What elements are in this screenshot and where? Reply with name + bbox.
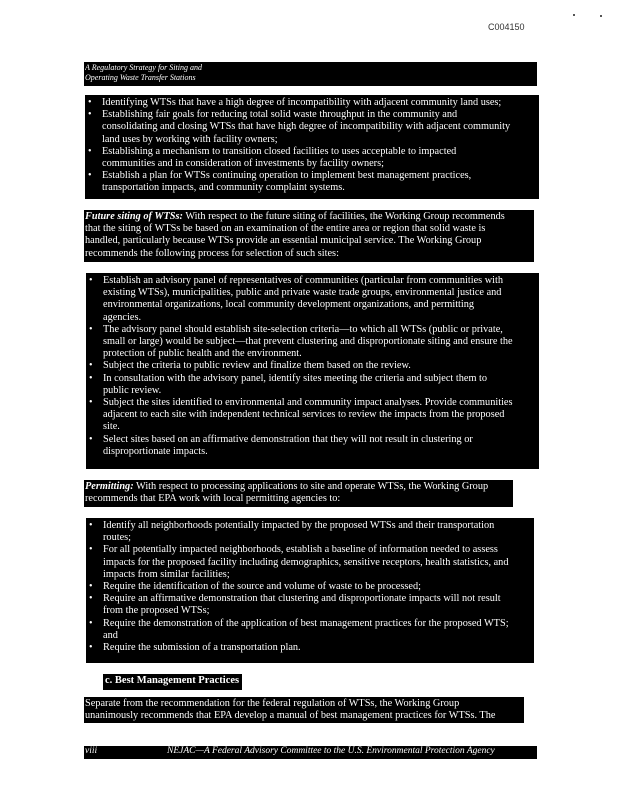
paragraph-line: that the siting of WTSs be based on an examination of the entire area or region that solid waste is: [85, 223, 486, 235]
site-selection-process-list: [86, 273, 539, 469]
future-siting-paragraph: [84, 210, 534, 262]
paragraph-line: [85, 211, 534, 222]
list-item-line: routes;: [103, 532, 132, 544]
existing-wts-recommendations-list: [85, 95, 539, 199]
list-item-line: Require the submission of a transportation plan.: [103, 642, 301, 653]
paragraph-lead-in: Permitting:: [85, 481, 134, 492]
list-item-line: and: [103, 629, 118, 641]
list-item-line: environmental organizations, local community development organizations, and permitting: [103, 299, 475, 311]
list-item-line: Require an affirmative demonstration that clustering and disproportionate impacts will not result: [103, 593, 501, 605]
paragraph-text: With respect to the future siting of facilities, the Working Group recommends: [182, 211, 505, 222]
paragraph-line: handled, particularly because WTSs provide an essential municipal service. The Working Group: [85, 235, 482, 247]
list-item-line: Establish an advisory panel of representatives of communities (particular from communities with: [103, 275, 504, 286]
bullet-marker: •: [89, 617, 93, 629]
list-item-line: Establish a plan for WTSs continuing operation to implement best management practices,: [102, 170, 472, 182]
permitting-paragraph: [84, 480, 513, 507]
paragraph-line: recommends the following process for selection of such sites:: [85, 247, 339, 259]
list-item-line: Identifying WTSs that have a high degree of incompatibility with adjacent community land uses;: [102, 97, 502, 108]
bullet-marker: •: [89, 581, 93, 592]
list-item-line: Establishing fair goals for reducing total solid waste throughput in the community and: [102, 109, 458, 121]
scan-speck: [573, 14, 575, 16]
list-item-line: existing WTSs), municipalities, public and private waste trade groups, environmental justice and: [103, 287, 502, 299]
list-item-line: consolidating and closing WTSs that have high degree of incompatibility with adjacent community: [102, 121, 511, 133]
list-item-line: site.: [103, 421, 120, 433]
section-heading-text: c. Best Management Practices: [105, 675, 240, 686]
list-item-line: impacts for the proposed facility including demographics, sensitive receptors, health statistics, and: [103, 556, 509, 568]
list-item-line: communities and in consideration of investments by facility owners;: [102, 158, 384, 169]
list-item-line: Require the identification of the source and volume of waste to be processed;: [103, 581, 421, 592]
bullet-marker: •: [89, 520, 93, 531]
bullet-marker: •: [89, 275, 93, 286]
list-item-line: Subject the sites identified to environmental and community impact analyses. Provide communities: [103, 397, 513, 408]
footer-title: NEJAC—A Federal Advisory Committee to the U.S. Environmental Protection Agency: [167, 746, 495, 756]
document-id: C004150: [488, 22, 525, 32]
bullet-marker: •: [89, 642, 93, 653]
list-item-line: adjacent to each site with independent technical services to review the impacts from the proposed: [103, 409, 505, 421]
list-item-line: In consultation with the advisory panel, identify sites meeting the criteria and subject them to: [103, 372, 488, 384]
page-footer: [84, 746, 537, 759]
list-item-line: Select sites based on an affirmative demonstration that they will not result in clustering or: [103, 433, 473, 445]
list-item-line: transportation impacts, and community complaint systems.: [102, 182, 345, 194]
bullet-marker: •: [89, 544, 93, 556]
paragraph-line: recommends that EPA work with local permitting agencies to:: [85, 493, 341, 505]
paragraph-text: With respect to processing applications to site and operate WTSs, the Working Group: [133, 481, 489, 492]
list-item-line: agencies.: [103, 311, 142, 323]
bullet-marker: •: [89, 372, 93, 384]
section-heading: [103, 674, 242, 690]
bullet-marker: •: [88, 97, 92, 108]
paragraph-lead-in: Future siting of WTSs:: [85, 211, 183, 222]
list-item-line: small or large) would be subject—that prevent clustering and disproportionate siting and ensure the: [103, 336, 513, 347]
list-item-line: impacts from similar facilities;: [103, 568, 230, 580]
bullet-marker: •: [89, 360, 93, 372]
permitting-requirements-list: [86, 518, 534, 663]
paragraph-line: Separate from the recommendation for the federal regulation of WTSs, the Working Group: [85, 698, 460, 709]
list-item-line: land uses by working with facility owners;: [102, 133, 278, 145]
page-number: viii: [85, 746, 98, 756]
paragraph-line: unanimously recommends that EPA develop a manual of best management practices for WTSs. The: [85, 710, 496, 722]
bullet-marker: •: [89, 593, 93, 605]
list-item-line: Require the demonstration of the application of best management practices for the proposed WTS;: [103, 617, 509, 629]
running-header-line: Operating Waste Transfer Stations: [85, 73, 196, 82]
paragraph-line: [85, 481, 513, 492]
list-item-line: The advisory panel should establish site-selection criteria—to which all WTSs (public or private,: [103, 323, 503, 335]
list-item-line: Establishing a mechanism to transition closed facilities to uses acceptable to impacted: [102, 145, 457, 157]
bullet-marker: •: [88, 170, 92, 182]
bullet-marker: •: [89, 323, 93, 335]
bullet-marker: •: [89, 397, 93, 408]
list-item-line: disproportionate impacts.: [103, 445, 208, 457]
list-item-line: For all potentially impacted neighborhoods, establish a baseline of information needed to assess: [103, 544, 498, 556]
best-practices-paragraph: [84, 697, 524, 723]
running-header: [84, 62, 537, 86]
bullet-marker: •: [89, 433, 93, 445]
list-item-line: protection of public health and the environment.: [103, 348, 302, 360]
list-item-line: public review.: [103, 384, 162, 396]
running-header-line: A Regulatory Strategy for Siting and: [85, 63, 202, 72]
bullet-marker: •: [88, 109, 92, 121]
list-item-line: from the proposed WTSs;: [103, 605, 210, 617]
list-item-line: Subject the criteria to public review and finalize them based on the review.: [103, 360, 411, 372]
scan-speck: [600, 15, 602, 17]
list-item-line: Identify all neighborhoods potentially impacted by the proposed WTSs and their transportation: [103, 520, 495, 531]
bullet-marker: •: [88, 145, 92, 157]
